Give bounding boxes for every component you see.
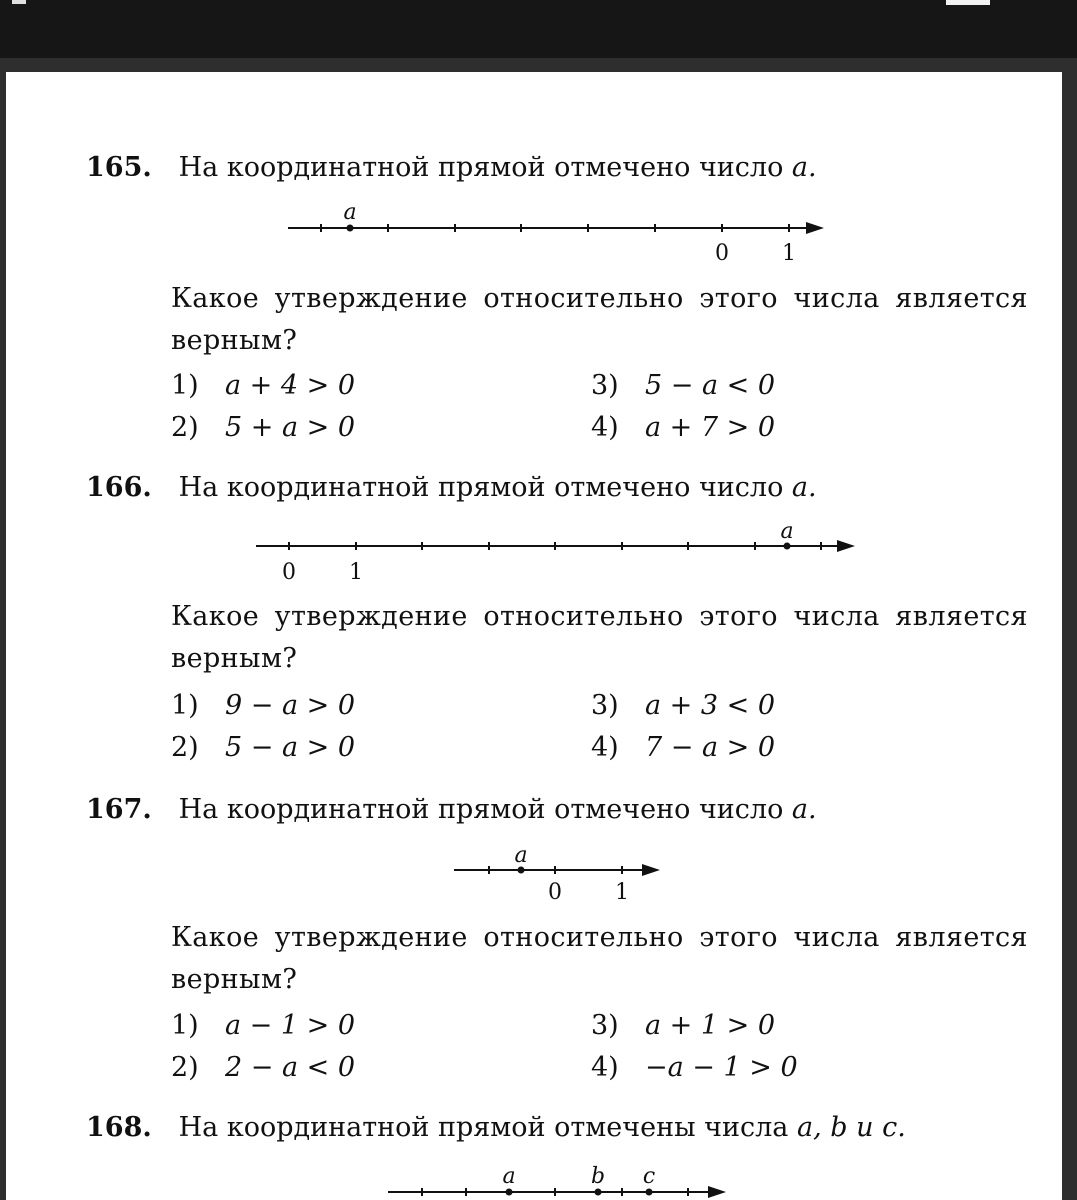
option-expression: 2 − a < 0	[225, 1052, 356, 1083]
option-expression: 5 − a > 0	[225, 732, 356, 763]
option-index: 3)	[591, 690, 619, 721]
label-one: 1	[349, 560, 363, 585]
option-index: 4)	[591, 732, 619, 763]
problem-variable: a.	[791, 794, 817, 825]
option-expression: a + 4 > 0	[225, 370, 356, 401]
problem-number: 165.	[86, 152, 152, 183]
label-zero: 0	[715, 241, 729, 266]
question-line-1: Какое утверждение относительно этого числа является	[171, 922, 1028, 953]
label-c: c	[642, 1164, 656, 1189]
option-expression: a + 1 > 0	[645, 1010, 776, 1041]
label-a: a	[343, 200, 357, 225]
option-index: 1)	[171, 1010, 199, 1041]
option-expression: a − 1 > 0	[225, 1010, 356, 1041]
option-expression: −a − 1 > 0	[645, 1052, 798, 1083]
problem-statement: На координатной прямой отмечено число	[178, 794, 784, 825]
option-expression: a + 3 < 0	[645, 690, 776, 721]
point-b	[595, 1189, 602, 1196]
point-a	[506, 1189, 513, 1196]
problem-variable: a, b и c.	[797, 1112, 906, 1143]
option-index: 1)	[171, 370, 199, 401]
question-line-1: Какое утверждение относительно этого числа является	[171, 283, 1028, 314]
label-a: a	[514, 843, 528, 868]
label-one: 1	[615, 880, 629, 905]
option-expression: 5 + a > 0	[225, 412, 356, 443]
question-line-2: верным?	[171, 325, 298, 356]
label-a: a	[780, 519, 794, 544]
label-zero: 0	[548, 880, 562, 905]
option-index: 4)	[591, 412, 619, 443]
problem-number: 166.	[86, 472, 152, 503]
option-index: 3)	[591, 1010, 619, 1041]
option-expression: 5 − a < 0	[645, 370, 776, 401]
problem-statement: На координатной прямой отмечено число	[178, 152, 784, 183]
axis-arrow	[708, 1186, 726, 1198]
option-index: 2)	[171, 1052, 199, 1083]
question-line-1: Какое утверждение относительно этого числа является	[171, 601, 1028, 632]
question-line-2: верным?	[171, 964, 298, 995]
option-index: 2)	[171, 412, 199, 443]
option-index: 2)	[171, 732, 199, 763]
problem-variable: a.	[791, 152, 817, 183]
problem-variable: a.	[791, 472, 817, 503]
option-index: 1)	[171, 690, 199, 721]
option-expression: 7 − a > 0	[645, 732, 776, 763]
question-line-2: верным?	[171, 643, 298, 674]
label-a: a	[502, 1164, 516, 1189]
problem-number: 168.	[86, 1112, 152, 1143]
option-index: 4)	[591, 1052, 619, 1083]
label-one: 1	[782, 241, 796, 266]
option-expression: a + 7 > 0	[645, 412, 776, 443]
point-c	[646, 1189, 653, 1196]
problem-statement: На координатной прямой отмечено число	[178, 472, 784, 503]
problem-number: 167.	[86, 794, 152, 825]
problem-statement: На координатной прямой отмечены числа	[178, 1112, 789, 1143]
label-b: b	[590, 1164, 606, 1189]
label-zero: 0	[282, 560, 296, 585]
option-expression: 9 − a > 0	[225, 690, 356, 721]
option-index: 3)	[591, 370, 619, 401]
